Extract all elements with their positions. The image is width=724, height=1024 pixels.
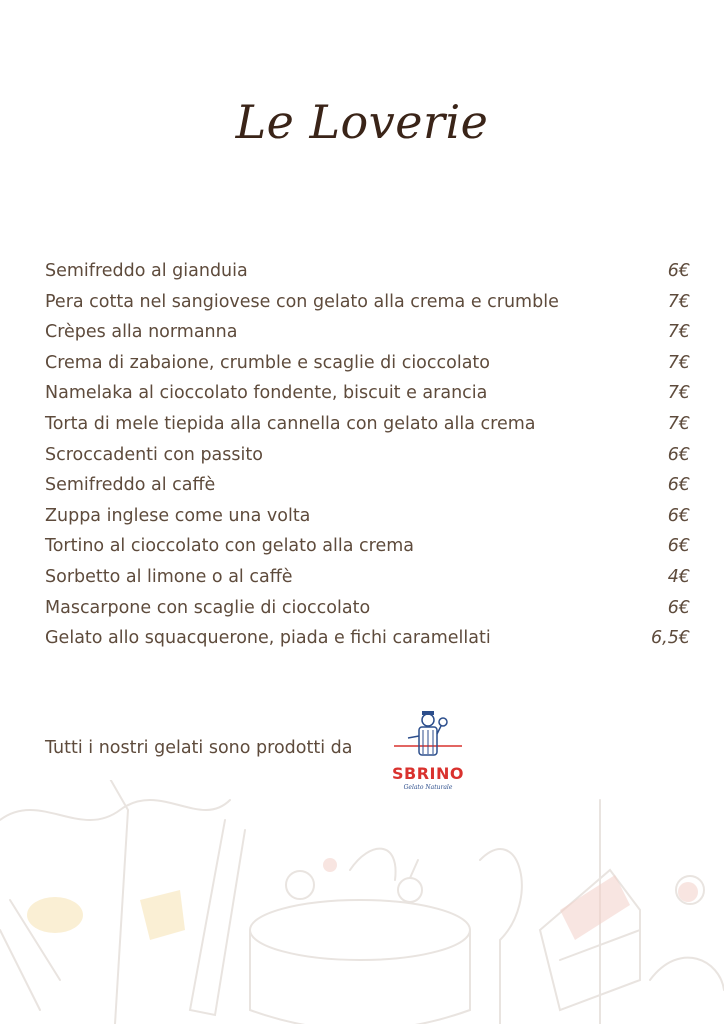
menu-item-price: 6,5€ <box>651 628 690 649</box>
dessert-menu-list <box>45 256 690 654</box>
menu-item-price: 6€ <box>667 444 690 465</box>
gelato-producer-note: Tutti i nostri gelati sono prodotti da <box>45 738 353 758</box>
menu-item-price: 7€ <box>667 291 690 312</box>
menu-item-name: Tortino al cioccolato con gelato alla crema <box>45 536 414 557</box>
menu-item-price: 6€ <box>667 475 690 496</box>
menu-item-price: 6€ <box>667 597 690 618</box>
menu-item-name: Torta di mele tiepida alla cannella con gelato alla crema <box>45 413 536 434</box>
menu-item <box>45 256 690 287</box>
menu-item-name: Sorbetto al limone o al caffè <box>45 566 293 587</box>
menu-item-name: Gelato allo squacquerone, piada e fichi caramellati <box>45 628 491 649</box>
menu-item-price: 6€ <box>667 536 690 557</box>
menu-item-name: Zuppa inglese come una volta <box>45 505 311 526</box>
menu-item-price: 4€ <box>667 566 690 587</box>
menu-item <box>45 593 690 624</box>
menu-item-name: Pera cotta nel sangiovese con gelato alla crema e crumble <box>45 291 559 312</box>
menu-item <box>45 531 690 562</box>
menu-item-name: Mascarpone con scaglie di cioccolato <box>45 597 371 618</box>
menu-item <box>45 409 690 440</box>
menu-item <box>45 348 690 379</box>
dessert-line-art-background <box>0 780 724 1024</box>
gelato-mascot-icon <box>388 708 468 764</box>
menu-item <box>45 501 690 532</box>
menu-item <box>45 440 690 471</box>
menu-item-name: Crema di zabaione, crumble e scaglie di cioccolato <box>45 352 490 373</box>
menu-item-name: Semifreddo al caffè <box>45 475 216 496</box>
menu-item-price: 7€ <box>667 383 690 404</box>
menu-item-name: Namelaka al cioccolato fondente, biscuit e arancia <box>45 383 488 404</box>
menu-item <box>45 287 690 318</box>
logo-tagline: Gelato Naturale <box>403 784 453 791</box>
menu-item <box>45 470 690 501</box>
menu-item-price: 6€ <box>667 505 690 526</box>
menu-item-price: 6€ <box>667 261 690 281</box>
menu-item-name: Scroccadenti con passito <box>45 444 263 465</box>
menu-item-price: 7€ <box>667 413 690 434</box>
menu-item-name: Crèpes alla normanna <box>45 322 238 343</box>
logo-wordmark: SBRINO <box>392 764 464 783</box>
menu-item-price: 7€ <box>667 322 690 343</box>
menu-item <box>45 378 690 409</box>
menu-item-name: Semifreddo al gianduia <box>45 261 248 281</box>
menu-item-price: 7€ <box>667 352 690 373</box>
page-title: Le Loverie <box>235 95 489 149</box>
menu-item <box>45 562 690 593</box>
menu-item <box>45 317 690 348</box>
menu-item <box>45 623 690 654</box>
